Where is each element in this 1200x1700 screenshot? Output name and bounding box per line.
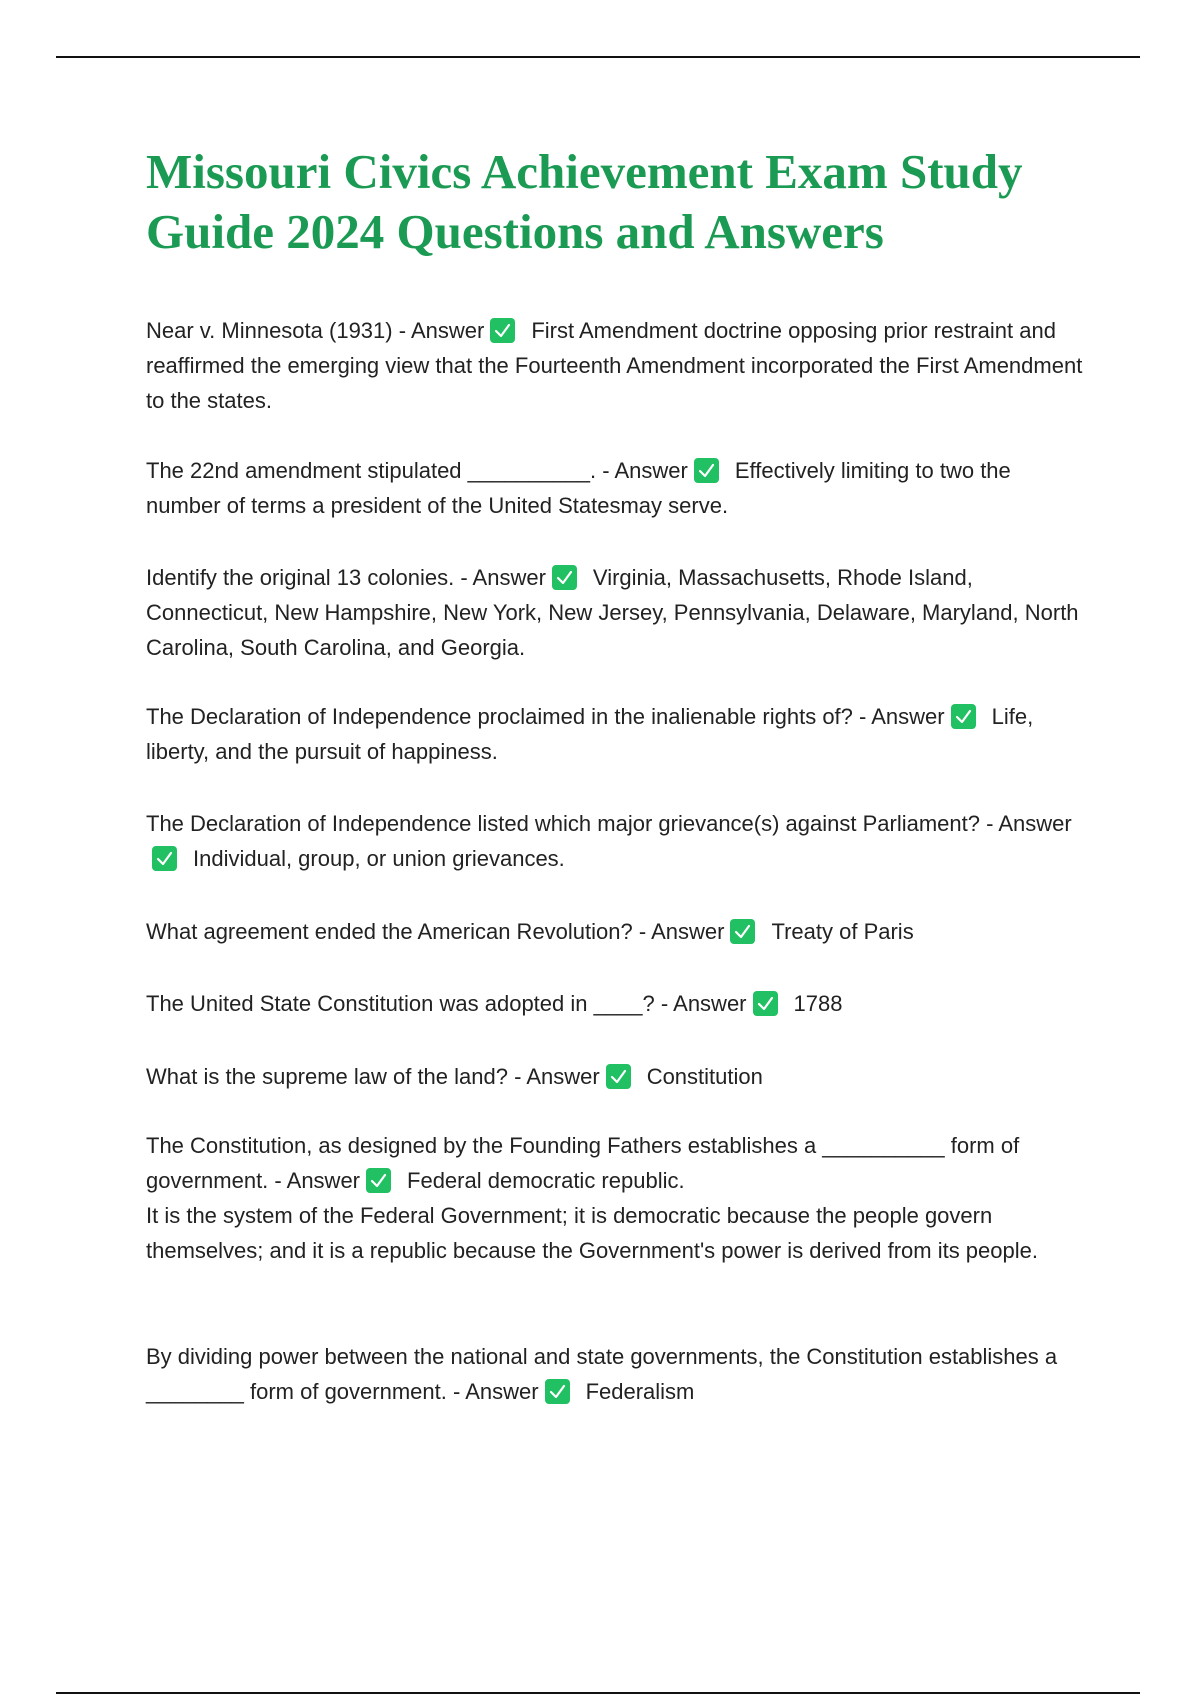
- question-text: The 22nd amendment stipulated __________.: [146, 458, 597, 483]
- answer-label: - Answer: [986, 811, 1072, 836]
- answer-label: - Answer: [602, 458, 688, 483]
- answer-explanation: It is the system of the Federal Government; it is democratic because the people govern themselves; and it is a republic because the Government's power is derived from its people.: [146, 1203, 1038, 1263]
- answer-label: - Answer: [859, 704, 945, 729]
- check-icon: [490, 318, 515, 343]
- top-rule: [56, 56, 1140, 58]
- answer-text: Individual, group, or union grievances.: [193, 846, 565, 871]
- check-icon: [552, 565, 577, 590]
- question-text: By dividing power between the national and state governments, the Constitution establishes a ________ form of government.: [146, 1344, 1058, 1404]
- qa-item: [146, 1128, 1086, 1268]
- question-text: The United State Constitution was adopted in ____?: [146, 991, 655, 1016]
- answer-text: Constitution: [646, 1064, 763, 1089]
- answer-label: - Answer: [514, 1064, 600, 1089]
- qa-item: [146, 313, 1086, 418]
- question-text: The Declaration of Independence proclaimed in the inalienable rights of?: [146, 704, 853, 729]
- answer-text: Virginia, Massachusetts, Rhode Island, Connecticut, New Hampshire, New York, New Jersey, Pennsylvania, Delaware, Maryland, North Carolina, South Carolina, and Georgia.: [146, 565, 1079, 660]
- qa-item: [146, 699, 1086, 769]
- qa-item: [146, 560, 1086, 665]
- qa-item: [146, 914, 1086, 949]
- document-title: Missouri Civics Achievement Exam Study Guide 2024 Questions and Answers: [146, 144, 1023, 259]
- answer-text: Federalism: [585, 1379, 695, 1404]
- answer-label: - Answer: [274, 1168, 361, 1193]
- check-icon: [951, 704, 976, 729]
- check-icon: [152, 846, 177, 871]
- answer-text: 1788: [793, 991, 843, 1016]
- qa-item: [146, 986, 1086, 1021]
- answer-label: - Answer: [452, 1379, 539, 1404]
- question-text: Near v. Minnesota (1931): [146, 318, 393, 343]
- qa-item: [146, 1059, 1086, 1094]
- check-icon: [753, 991, 778, 1016]
- answer-label: - Answer: [660, 991, 747, 1016]
- answer-label: - Answer: [398, 318, 485, 343]
- question-text: What agreement ended the American Revolution?: [146, 919, 633, 944]
- check-icon: [730, 919, 755, 944]
- question-text: Identify the original 13 colonies.: [146, 565, 455, 590]
- answer-text: Treaty of Paris: [771, 919, 914, 944]
- answer-text: First Amendment doctrine opposing prior restraint and reaffirmed the emerging view that the Fourteenth Amendment incorporated the First Amendment to the states.: [146, 318, 1083, 413]
- qa-item: [146, 1339, 1086, 1409]
- check-icon: [606, 1064, 631, 1089]
- qa-item: [146, 806, 1086, 876]
- bottom-rule: [56, 1692, 1140, 1694]
- check-icon: [545, 1379, 570, 1404]
- answer-text: Effectively limiting to two the number of terms a president of the United Statesmay serve.: [146, 458, 1011, 518]
- answer-label: - Answer: [638, 919, 725, 944]
- answer-text: Federal democratic republic.: [407, 1168, 685, 1193]
- question-text: The Declaration of Independence listed which major grievance(s) against Parliament?: [146, 811, 981, 836]
- answer-text: Life, liberty, and the pursuit of happiness.: [146, 704, 1034, 764]
- question-text: The Constitution, as designed by the Founding Fathers establishes a __________ form of government.: [146, 1133, 1020, 1193]
- check-icon: [366, 1168, 391, 1193]
- qa-item: [146, 453, 1086, 523]
- question-text: What is the supreme law of the land?: [146, 1064, 508, 1089]
- check-icon: [694, 458, 719, 483]
- answer-label: - Answer: [460, 565, 546, 590]
